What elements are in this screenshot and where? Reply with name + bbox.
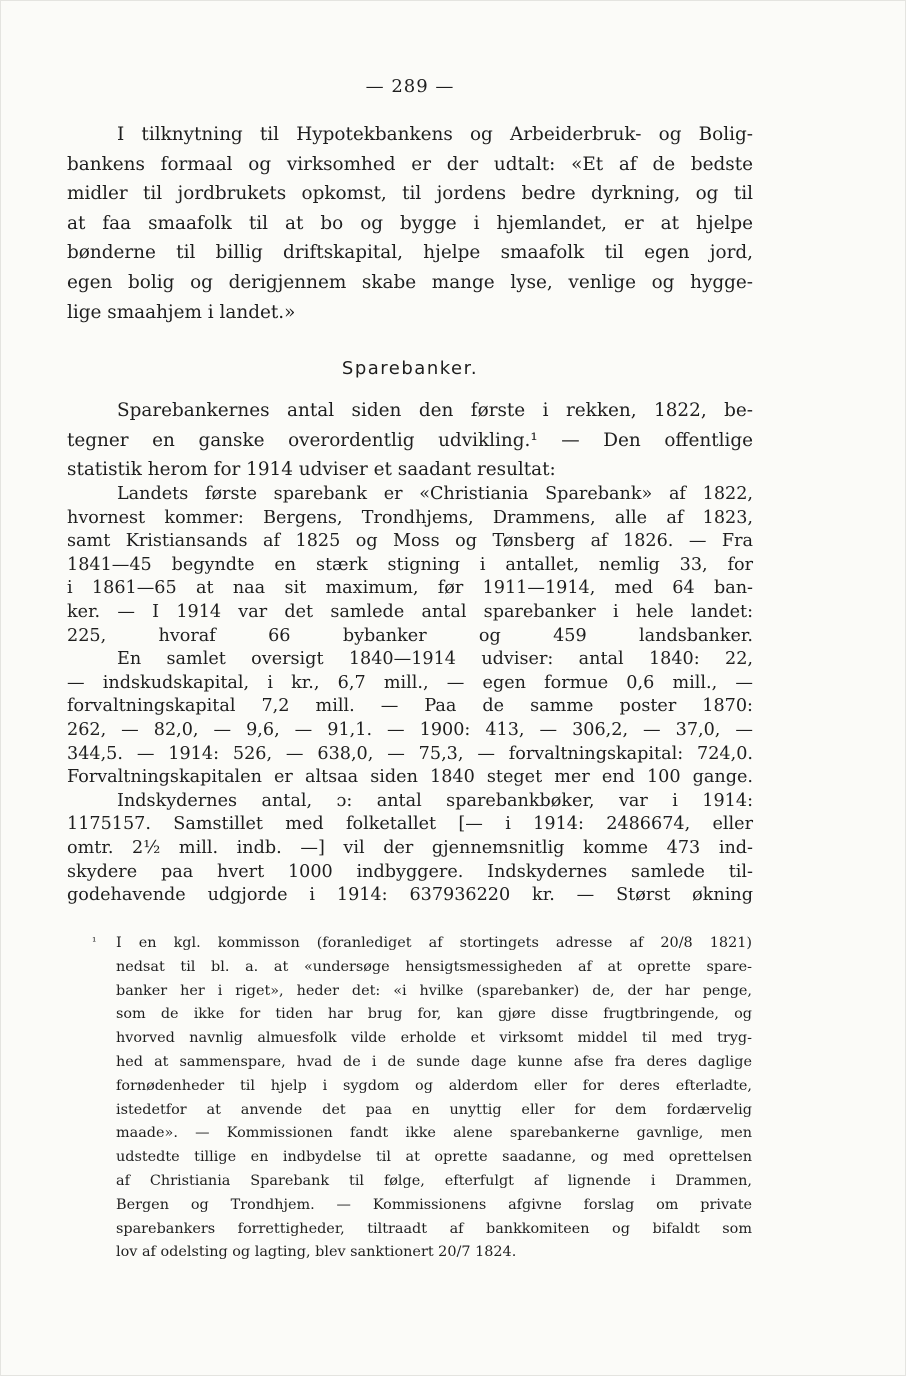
footnote-marker: ¹ (92, 935, 97, 948)
footnote-line: hed at sammenspare, hvad de i de sunde dage kunne afse fra deres daglige (116, 1053, 752, 1070)
text-line: En samlet oversigt 1840—1914 udviser: antal 1840: 22, (117, 649, 753, 670)
text-line: omtr. 2½ mill. indb. —] vil der gjennemsnitlig komme 473 ind- (67, 837, 753, 858)
page-number: — 289 — (365, 76, 455, 97)
footnote-line: I en kgl. kommisson (foranlediget af stortingets adresse af 20/8 1821) (116, 935, 752, 951)
text-line: I tilknytning til Hypotekbankens og Arbeiderbruk- og Bolig- (117, 124, 753, 145)
footnote (92, 932, 752, 1265)
footnote-line: udstedte tillige en indbydelse til at oprette saadanne, og med oprettelsen (116, 1149, 752, 1166)
intro-paragraph (67, 120, 753, 327)
text-line: Forvaltningskapitalen er altsaa siden 1840 steget mer end 100 gange. (67, 767, 753, 788)
text-line: Indskydernes antal, ɔ: antal sparebankbøker, var i 1914: (117, 790, 753, 811)
footnote-line: lov af odelsting og lagting, blev sanktionert 20/7 1824. (116, 1244, 517, 1261)
text-line: — indskudskapital, i kr., 6,7 mill., — egen formue 0,6 mill., — (67, 672, 753, 693)
text-line: egen bolig og derigjennem skabe mange lyse, venlige og hygge- (67, 271, 753, 293)
section-paragraph (67, 396, 753, 485)
text-line: 262, — 82,0, — 9,6, — 91,1. — 1900: 413, — 306,2, — 37,0, — (67, 719, 753, 740)
text-line: 225, hvoraf 66 bybanker og 459 landsbanker. (67, 625, 753, 646)
text-line: godehavende udgjorde i 1914: 637936220 kr. — Størst økning (67, 885, 753, 906)
statistics-body (67, 483, 753, 908)
text-line: 1841—45 begyndte en stærk stigning i antallet, nemlig 33, for (67, 554, 753, 575)
section-heading: Sparebanker. (341, 358, 479, 379)
footnote-line: sparebankers forrettigheder, tiltraadt af bankkomiteen og bifaldt som (116, 1220, 752, 1237)
text-line: hvornest kommer: Bergens, Trondhjems, Drammens, alle af 1823, (67, 507, 753, 528)
text-line: tegner en ganske overordentlig udvikling.¹ — Den offentlige (67, 429, 753, 451)
text-line: samt Kristiansands af 1825 og Moss og Tønsberg af 1826. — Fra (67, 531, 753, 552)
text-line: 344,5. — 1914: 526, — 638,0, — 75,3, — forvaltningskapital: 724,0. (67, 743, 753, 764)
text-line: bønderne til billig driftskapital, hjelpe smaafolk til egen jord, (67, 242, 753, 264)
text-line: Landets første sparebank er «Christiania Sparebank» af 1822, (117, 484, 753, 504)
footnote-line: som de ikke for tiden har brug for, kan gjøre disse frugtbringende, og (116, 1006, 752, 1023)
footnote-line: hvorved navnlig almuesfolk vilde erholde et virksomt middel til med tryg- (116, 1030, 752, 1047)
text-line: 1175157. Samstillet med folketallet [— i 1914: 2486674, eller (67, 814, 753, 835)
footnote-line: maade». — Kommissionen fandt ikke alene sparebankerne gavnlige, men (116, 1125, 752, 1142)
text-line: midler til jordbrukets opkomst, til jordens bedre dyrkning, og til (67, 183, 753, 205)
text-line: ker. — I 1914 var det samlede antal sparebanker i hele landet: (67, 601, 753, 622)
footnote-line: af Christiania Sparebank til følge, efterfulgt af lignende i Drammen, (116, 1172, 752, 1189)
text-line: lige smaahjem i landet.» (67, 301, 296, 323)
text-line: Sparebankernes antal siden den første i rekken, 1822, be- (117, 400, 753, 421)
footnote-line: istedetfor at anvende det paa en unyttig eller for dem fordærvelig (116, 1101, 752, 1118)
text-line: skydere paa hvert 1000 indbyggere. Indskydernes samlede til- (67, 861, 753, 882)
text-line: at faa smaafolk til at bo og bygge i hjemlandet, er at hjelpe (67, 212, 753, 234)
text-line: statistik herom for 1914 udviser et saadant resultat: (67, 459, 556, 481)
footnote-line: Bergen og Trondhjem. — Kommissionens afgivne forslag om private (116, 1196, 752, 1213)
text-line: i 1861—65 at naa sit maximum, før 1911—1914, med 64 ban- (67, 578, 753, 599)
footnote-line: banker her i riget», heder det: «i hvilke (sparebanker) de, der har penge, (116, 982, 752, 999)
footnote-line: nedsat til bl. a. at «undersøge hensigtsmessigheden af at oprette spare- (116, 958, 752, 975)
text-line: forvaltningskapital 7,2 mill. — Paa de samme poster 1870: (67, 696, 753, 717)
text-line: bankens formaal og virksomhed er der udtalt: «Et af de bedste (67, 153, 753, 175)
footnote-line: fornødenheder til hjelp i sygdom og alderdom eller for deres efterladte, (116, 1077, 752, 1094)
